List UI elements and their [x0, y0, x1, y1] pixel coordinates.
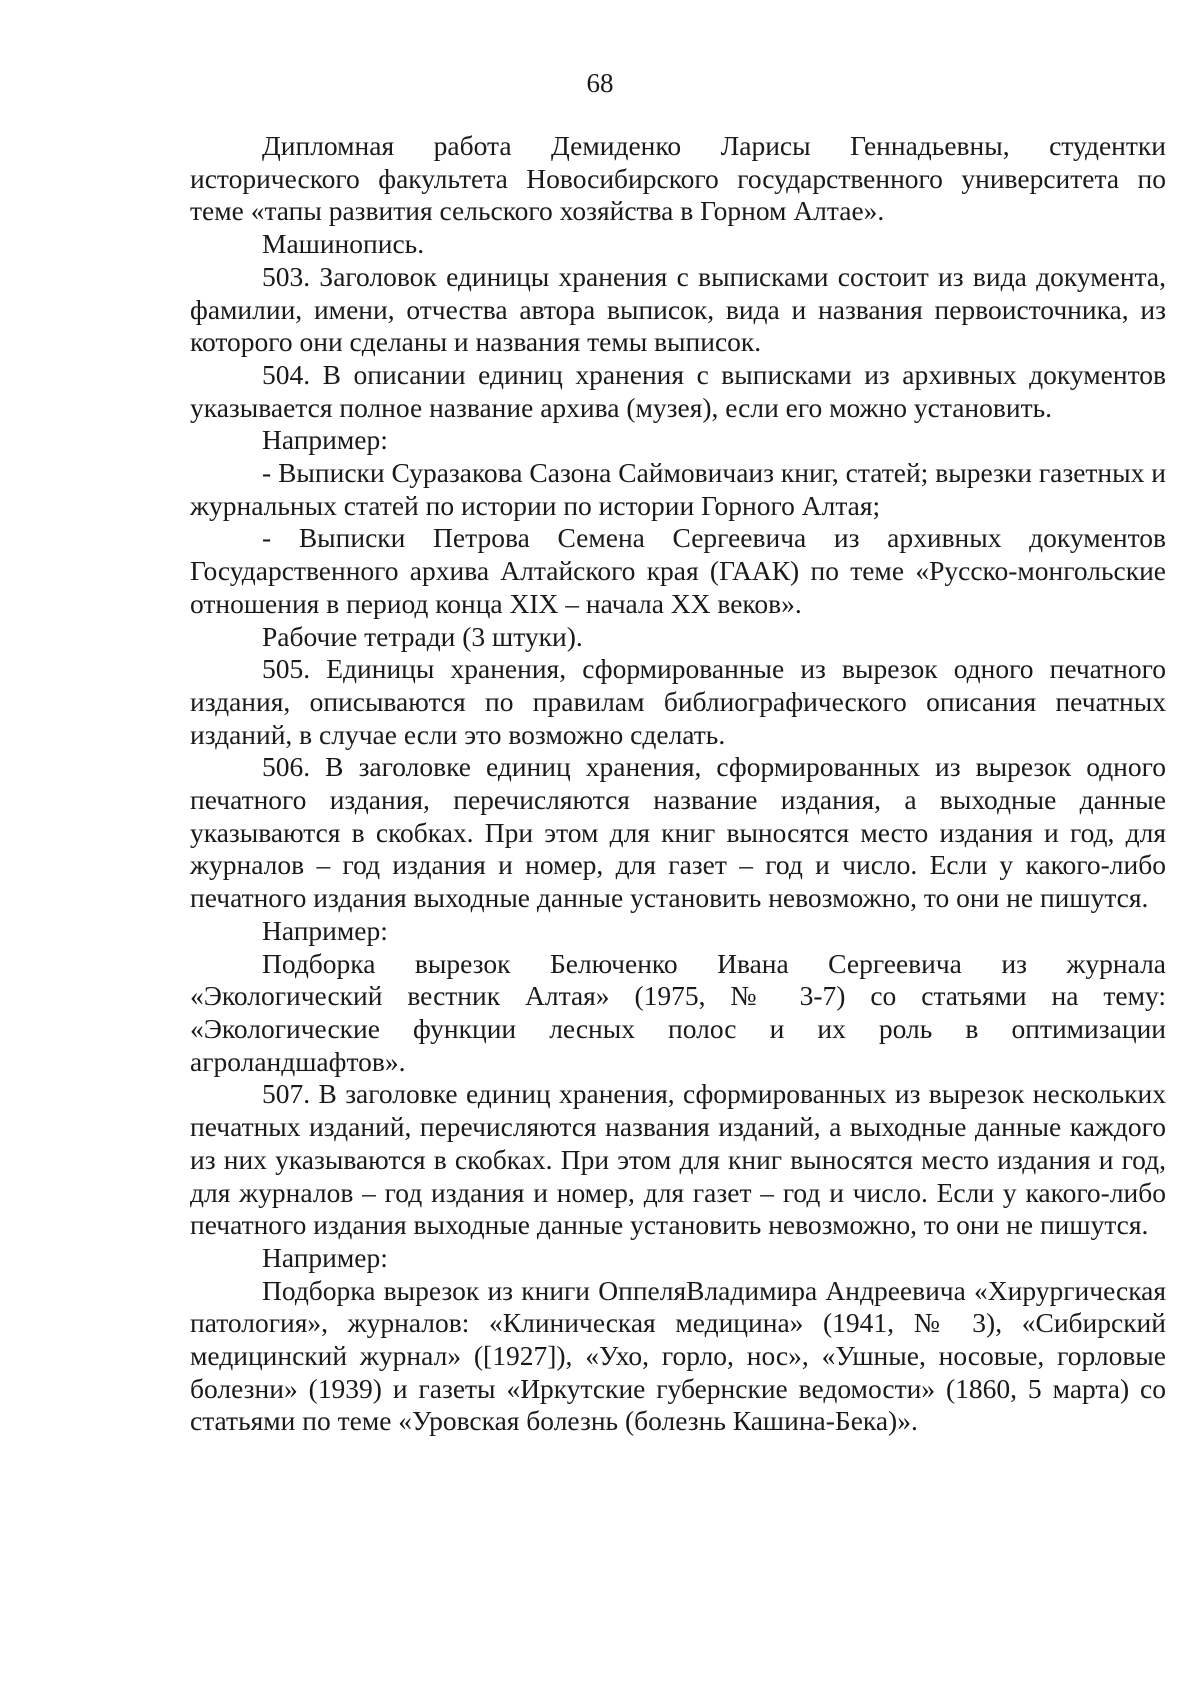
paragraph-507: 507. В заголовке единиц хранения, сформированных из вырезок нескольких печатных изданий, перечисляются названия изданий, а выходные данные каждого из них указываются в скобках. При этом для книг выносятся место издания и год, для журналов – год издания и номер, для газет – год и число. Если у какого-либо печатного издания выходные данные установить невозможно, то они не пишутся. [190, 1078, 1166, 1241]
paragraph-example-item-1: - Выписки Суразакова Сазона Саймовичаиз книг, статей; вырезки газетных и журнальных статей по истории по истории Горного Алтая; [190, 457, 1166, 521]
paragraph-504: 504. В описании единиц хранения с выписками из архивных документов указывается полное название архива (музея), если его можно установить. [190, 358, 1166, 423]
paragraph-example-label: Например: [262, 424, 388, 456]
paragraph-503: 503. Заголовок единицы хранения с выписками состоит из вида документа, фамилии, имени, отчества автора выписок, вида и названия первоисточника, из которого они сделаны и названия темы выписок. [190, 260, 1166, 358]
paragraph-thesis-description: Дипломная работа Демиденко Ларисы Геннадьевны, студентки исторического факультета Новосибирского государственного университета по теме «тапы развития сельского хозяйства в Горном Алтае». [190, 130, 1166, 227]
paragraph-example-label: Например: [262, 914, 388, 946]
paragraph-506: 506. В заголовке единиц хранения, сформированных из вырезок одного печатного издания, перечисляются название издания, а выходные данные указываются в скобках. При этом для книг выносятся место издания и год, для журналов – год издания и номер, для газет – год и число. Если у какого-либо печатного издания выходные данные установить невозможно, то они не пишутся. [190, 751, 1166, 914]
paragraph-workbooks: Рабочие тетради (3 штуки). [262, 620, 583, 652]
paragraph-example-clippings-multiple: Подборка вырезок из книги ОппеляВладимира Андреевича «Хирургическая патология», журналов: «Клиническая медицина» (1941, № 3), «Сибирский медицинский журнал» ([1927]), «Ухо, горло, нос», «Ушные, носовые, горловые болезни» (1939) и газеты «Иркутские губернские ведомости» (1860, 5 марта) со статьями по теме «Уровская болезнь (болезнь Кашина-Бека)». [190, 1274, 1166, 1437]
paragraph-505: 505. Единицы хранения, сформированные из вырезок одного печатного издания, описываются по правилам библиографического описания печатных изданий, в случае если это возможно сделать. [190, 653, 1166, 750]
paragraph-example-label: Например: [262, 1241, 388, 1273]
paragraph-typescript: Машинопись. [262, 228, 425, 260]
paragraph-example-item-2: - Выписки Петрова Семена Сергеевича из архивных документов Государственного архива Алтайского края (ГААК) по теме «Русско-монгольские отношения в период конца XIX – начала XX веков». [190, 522, 1166, 619]
paragraph-example-clippings-journal: Подборка вырезок Белюченко Ивана Сергеевича из журнала «Экологический вестник Алтая» (1975, № 3-7) со статьями на тему: «Экологические функции лесных полос и их роль в оптимизации агроландшафтов». [190, 947, 1166, 1077]
document-body [190, 130, 1166, 1438]
page-number: 68 [586, 68, 614, 98]
